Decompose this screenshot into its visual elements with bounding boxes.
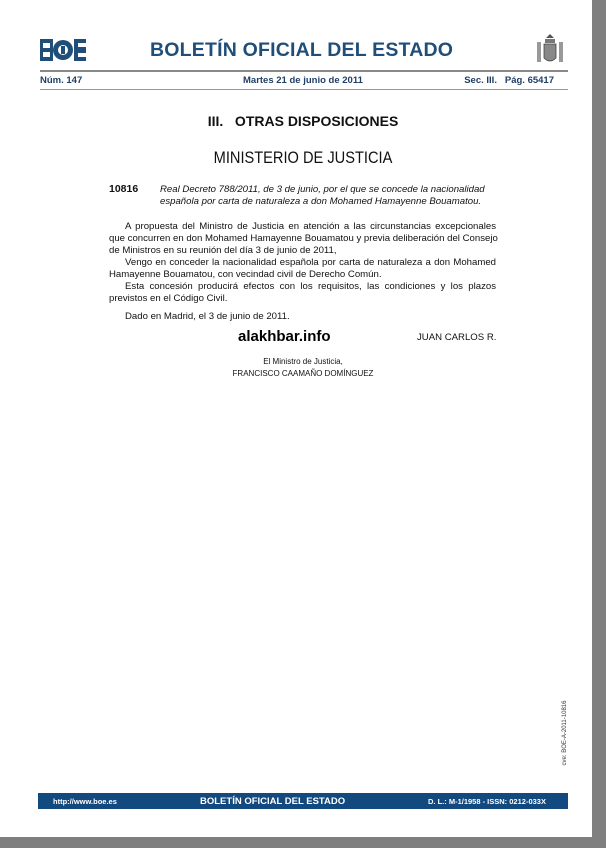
ministry-title: MINISTERIO DE JUSTICIA <box>213 148 393 167</box>
section-title: III. OTRAS DISPOSICIONES <box>207 113 399 129</box>
minister-name: FRANCISCO CAAMAÑO DOMÍNGUEZ <box>232 369 374 378</box>
cve-text: cve: BOE-A-2011-10816 <box>562 700 568 766</box>
coat-of-arms-icon <box>535 32 565 68</box>
body-line: previstos en el Código Civil. <box>109 293 228 304</box>
body-line: Hamayenne Bouamatou, con vecindad civil de Derecho Común. <box>109 269 382 280</box>
watermark-text: alakhbar.info <box>238 328 331 345</box>
body-line: Vengo en conceder la nacionalidad española por carta de naturaleza a don Mohamed <box>125 257 496 268</box>
footer-legal: D. L.: M-1/1958 - ISSN: 0212-033X <box>428 797 546 806</box>
boe-logo <box>40 38 86 62</box>
entry-summary-line: española por carta de naturaleza a don Mohamed Hamayenne Bouamatou. <box>160 196 482 207</box>
body-line: A propuesta del Ministro de Justicia en atención a las circunstancias excepcionales <box>125 221 496 232</box>
body-line: que concurren en don Mohamed Hamayenne Bouamatou y previa deliberación del Consejo <box>109 233 498 244</box>
footer-url[interactable]: http://www.boe.es <box>53 797 117 806</box>
cve-code <box>558 690 572 776</box>
footer-title: BOLETÍN OFICIAL DEL ESTADO <box>200 796 346 807</box>
entry-number: 10816 <box>109 183 139 195</box>
entry-summary-line: Real Decreto 788/2011, de 3 de junio, por el que se concede la nacionalidad <box>160 184 485 195</box>
king-signature: JUAN CARLOS R. <box>417 332 497 343</box>
dated-line: Dado en Madrid, el 3 de junio de 2011. <box>125 311 290 322</box>
section-page: Sec. III. Pág. 65417 <box>464 75 554 86</box>
footer-bar <box>38 793 568 809</box>
issue-number: Núm. 147 <box>40 75 83 86</box>
body-line: Esta concesión producirá efectos con los requisitos, las condiciones y los plazos <box>125 281 496 292</box>
bulletin-title: BOLETÍN OFICIAL DEL ESTADO <box>150 39 454 61</box>
body-line: de Ministros en su reunión del día 3 de junio de 2011, <box>109 245 337 256</box>
minister-title: El Ministro de Justicia, <box>263 357 343 366</box>
issue-date: Martes 21 de junio de 2011 <box>243 75 363 86</box>
